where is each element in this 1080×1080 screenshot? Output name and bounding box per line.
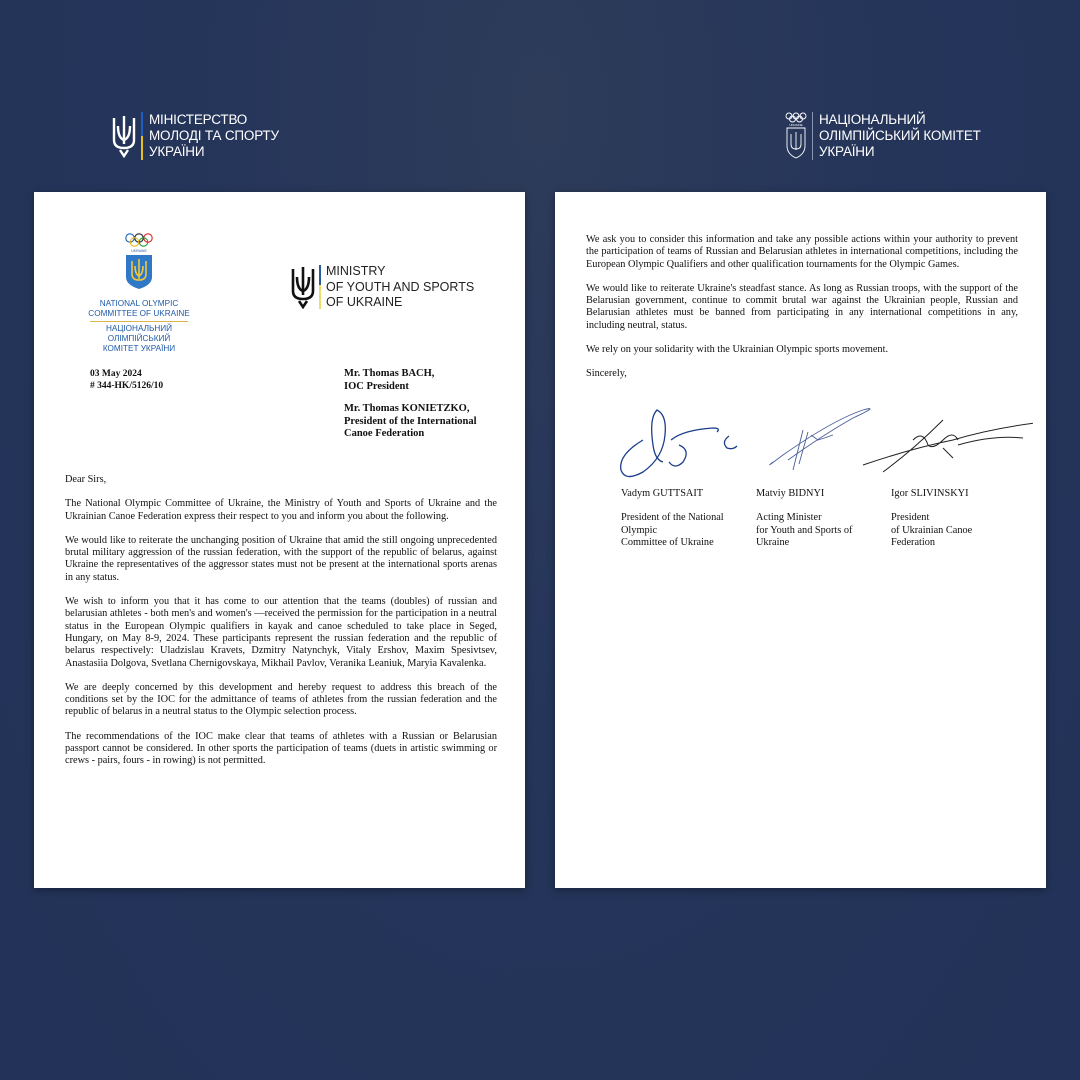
svg-text:UKRAINE: UKRAINE [131, 249, 147, 253]
noc-en-line: NATIONAL OLYMPIC [99, 299, 179, 308]
olympic-rings-shield-icon [121, 232, 157, 290]
signer-name: Igor SLIVINSKYI [891, 488, 969, 499]
paragraph: We wish to inform you that it has come to our attention that the teams (doubles) of russian and belarusian athletes - both men's and women's —received the permission for the participation in a neutral status in the European Olympic qualifiers in kayak and canoe scheduled to take place in Seged, Hungary, on May 8-9, 2024. These participants represent the russian federation and the republic of belarus respectively: Uladzislau Kravets, Dzmitry Natynchyk, Vitaly Ershov, Maxim Spesivtsev, Anastasiia Dolgova, Svetlana Chernigovskaya, Mikhail Pavlov, Veranika Leaniuk, Maryia Kavalenka. [65, 596, 497, 669]
letter-date: 03 May 2024 [90, 369, 142, 379]
ministry-line: МОЛОДІ ТА СПОРТУ [149, 128, 279, 143]
date-reference [90, 368, 163, 392]
ministry-line: МІНІСТЕРСТВО [149, 112, 248, 127]
svg-text:UKRAINE: UKRAINE [789, 123, 803, 127]
noc-line: НАЦІОНАЛЬНИЙ [819, 112, 926, 127]
recipient-line: IOC President [344, 380, 409, 392]
ministry-line: OF YOUTH AND SPORTS [326, 279, 475, 294]
noc-ua-line: КОМІТЕТ УКРАЇНИ [102, 344, 176, 353]
paragraph: The recommendations of the IOC make clear that teams of athletes with a Russian or Belarusian passport cannot be considered. In other sports the participation of teams (duets in artistic swimming or crews - pairs, fours - in rowing) is not permitted. [65, 730, 497, 767]
letter-page-2 [555, 192, 1046, 888]
signer [891, 488, 1026, 549]
recipient [344, 368, 477, 393]
paragraph: We would like to reiterate Ukraine's steadfast stance. As long as Russian troops, with the support of the Belarusian government, continue to commit brutal war against the Ukrainian people, Russian and Belarusian athletes must be banned from participating in any international competitions in any, including neutral, status. [586, 282, 1018, 331]
divider [90, 321, 188, 322]
paragraph: The National Olympic Committee of Ukraine, the Ministry of Youth and Sports of Ukraine and the Ukrainian Canoe Federation express their respect to you and inform you about the following. [65, 498, 497, 522]
recipient-line: Mr. Thomas BACH, [344, 368, 435, 379]
header-ministry-logo [111, 112, 279, 160]
closing: Sincerely, [586, 368, 627, 380]
paragraph: We rely on your solidarity with the Ukrainian Olympic sports movement. [586, 344, 889, 356]
recipients [344, 368, 477, 451]
olympic-emblem-icon [784, 112, 808, 160]
signer-title: President [891, 512, 930, 524]
flag-bar [319, 265, 321, 309]
letter-body [65, 474, 497, 780]
signature-guttsait [621, 410, 737, 477]
signer-name: Vadym GUTTSAIT [621, 488, 704, 499]
ministry-line: OF UKRAINE [326, 295, 403, 309]
signer-title: President of the National [621, 512, 724, 524]
noc-ua-line: НАЦІОНАЛЬНИЙ ОЛІМПІЙСЬКИЙ [105, 324, 173, 343]
noc-logo [84, 232, 194, 354]
ministry-line: УКРАЇНИ [149, 144, 205, 159]
paragraph: We are deeply concerned by this development and hereby request to address this breach of the conditions set by the IOC for the admittance of teams of athletes from the russian federation and the republic of belarus in a neutral status to the Olympic selection process. [65, 681, 497, 718]
signer-title: for Youth and Sports of [756, 524, 853, 536]
trident-icon [290, 265, 316, 309]
ministry-line: MINISTRY [326, 264, 386, 278]
signature-bidnyi [770, 409, 870, 470]
signer-name: Matviy BIDNYI [756, 488, 825, 499]
letter-body [586, 234, 1018, 381]
signer-title: Olympic [621, 524, 658, 536]
noc-en-line: COMMITTEE OF UKRAINE [88, 309, 190, 318]
noc-line: УКРАЇНИ [819, 144, 875, 159]
ministry-logo [290, 264, 474, 311]
recipient-line: Canoe Federation [344, 428, 425, 439]
signer-title: Ukraine [756, 536, 790, 548]
flag-bar [141, 112, 143, 160]
paragraph: We ask you to consider this information and take any possible actions within your authority to prevent the participation of teams of Russian and Belarusian athletes in international competitions, including the European Olympic Qualifiers and other qualification tournaments for the Olympic Games. [586, 234, 1018, 270]
noc-line: ОЛІМПІЙСЬКИЙ КОМІТЕТ [819, 128, 981, 143]
trident-icon [111, 114, 137, 158]
recipient-line: President of the International [344, 415, 477, 427]
divider [812, 112, 813, 160]
letter-reference: # 344-HK/5126/10 [90, 381, 164, 391]
salutation: Dear Sirs, [65, 474, 107, 485]
signatures [613, 400, 1033, 480]
signer [756, 488, 891, 549]
letter-page-1 [34, 192, 525, 888]
signer-title: Acting Minister [756, 512, 822, 524]
signer-title: of Ukrainian Canoe [891, 524, 973, 536]
recipient-line: Mr. Thomas KONIETZKO, [344, 403, 470, 414]
signer-title: Committee of Ukraine [621, 536, 714, 548]
header-noc-logo [784, 112, 981, 160]
signature-slivinskyi [863, 420, 1033, 472]
signer [621, 488, 756, 549]
signers [621, 488, 1026, 549]
paragraph: We would like to reiterate the unchanging position of Ukraine that amid the still ongoing unprecedented brutal military aggression of the russian federation, with the support of the republic of belarus, against Ukraine the representatives of the aggressor states must not be present at the international sports arenas in any status. [65, 534, 497, 583]
recipient [344, 403, 477, 441]
signer-title: Federation [891, 536, 936, 548]
